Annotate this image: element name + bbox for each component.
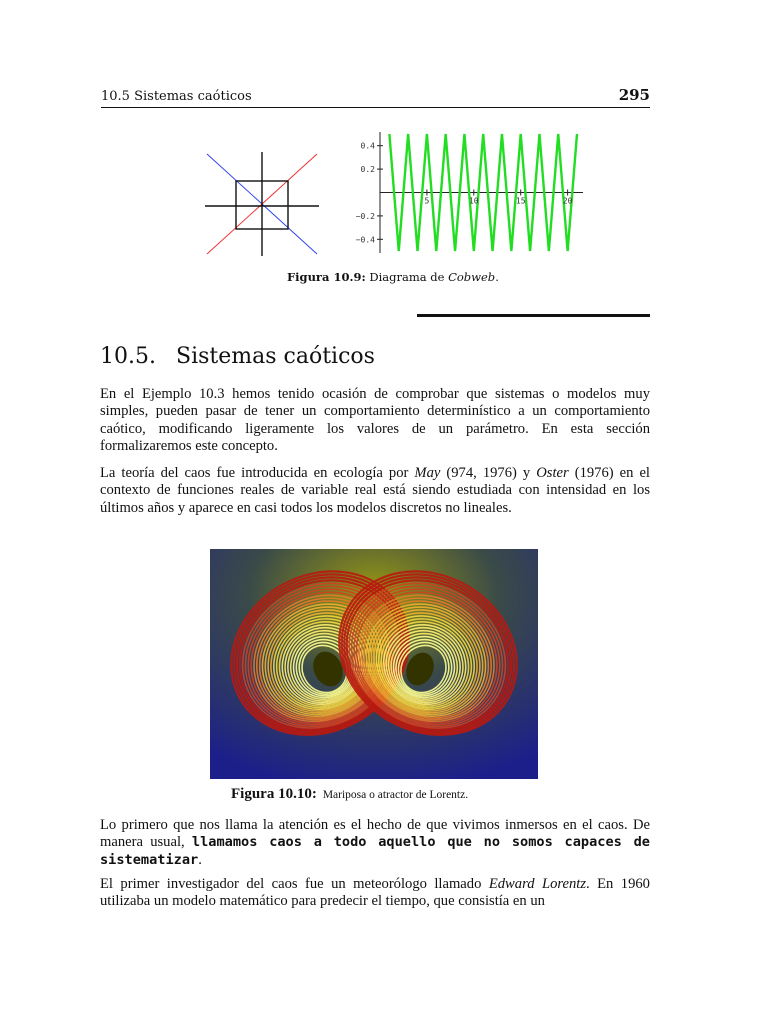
- paragraph-2-part-c: (1976) en el contexto de funciones reales de variable real está siendo estudiada con intensidad en los últimos años y aparece en casi todos los modelos discretos no lineales.: [100, 465, 650, 516]
- paragraph-4-part-a: El primer investigador del caos fue un meteorólogo llamado: [100, 876, 489, 892]
- paragraph-4-part-b: . En 1960 utilizaba un modelo matemático para predecir el tiempo, que consistía en un: [100, 876, 650, 910]
- figure-10-9-caption-suffix: .: [495, 270, 499, 284]
- author-may: May: [414, 465, 441, 481]
- running-header-section: 10.5 Sistemas caóticos: [101, 89, 252, 104]
- paragraph-2-part-a: La teoría del caos fue introducida en ecología por: [100, 465, 415, 481]
- paragraph-4: [100, 876, 650, 911]
- figure-10-10-label: Figura 10.10:: [231, 786, 317, 802]
- figure-10-9-label: Figura 10.9:: [287, 270, 366, 284]
- section-title: Sistemas caóticos: [176, 344, 375, 369]
- figure-10-9-caption: [287, 270, 499, 284]
- x-tick-label-3: 20: [562, 196, 573, 206]
- paragraph-1: En el Ejemplo 10.3 hemos tenido ocasión de comprobar que sistemas o modelos muy simples, pueden pasar de tener un comportamiento determinístico a un comportamiento caótico, modificando ligeramente los valores de un parámetro. En esta sección formalizaremos este concepto.: [100, 386, 650, 455]
- y-tick-label-2: −0.2: [355, 211, 375, 221]
- x-tick-label-0: 5: [424, 196, 430, 206]
- paragraph-3: [100, 817, 650, 869]
- page-number: 295: [618, 86, 650, 104]
- section-heading: [100, 344, 375, 369]
- paragraph-2: [100, 465, 650, 517]
- y-tick-label-3: −0.4: [355, 235, 375, 245]
- cobweb-diagram: [205, 150, 321, 258]
- oscillation-plot: [355, 130, 585, 255]
- figure-10-10-caption: [231, 786, 468, 803]
- paragraph-3-part-a: Lo primero que nos llama la atención es el hecho de que vivimos inmersos en el caos. De manera usual,: [100, 817, 650, 851]
- author-oster: Oster: [536, 465, 569, 481]
- chaos-definition: llamamos caos a todo aquello que no somos capaces de sistematizar: [100, 834, 650, 868]
- header-rule: [101, 107, 650, 108]
- y-tick-label-0: 0.4: [360, 141, 375, 151]
- figure-10-9-caption-italic: Cobweb: [448, 270, 496, 284]
- figure-10-9-caption-prefix: Diagrama de: [369, 270, 449, 284]
- lorenz-attractor-image: [210, 549, 538, 779]
- section-rule: [417, 314, 650, 317]
- x-tick-label-1: 10: [468, 196, 479, 206]
- x-tick-label-2: 15: [515, 196, 526, 206]
- paragraph-3-part-b: .: [198, 851, 202, 868]
- paragraph-2-part-b: (974, 1976) y: [440, 465, 537, 481]
- figure-10-10-text: Mariposa o atractor de Lorentz.: [322, 789, 469, 801]
- section-number: 10.5.: [100, 344, 156, 369]
- lorentz-name: Edward Lorentz: [488, 876, 587, 892]
- y-tick-label-1: 0.2: [360, 165, 375, 175]
